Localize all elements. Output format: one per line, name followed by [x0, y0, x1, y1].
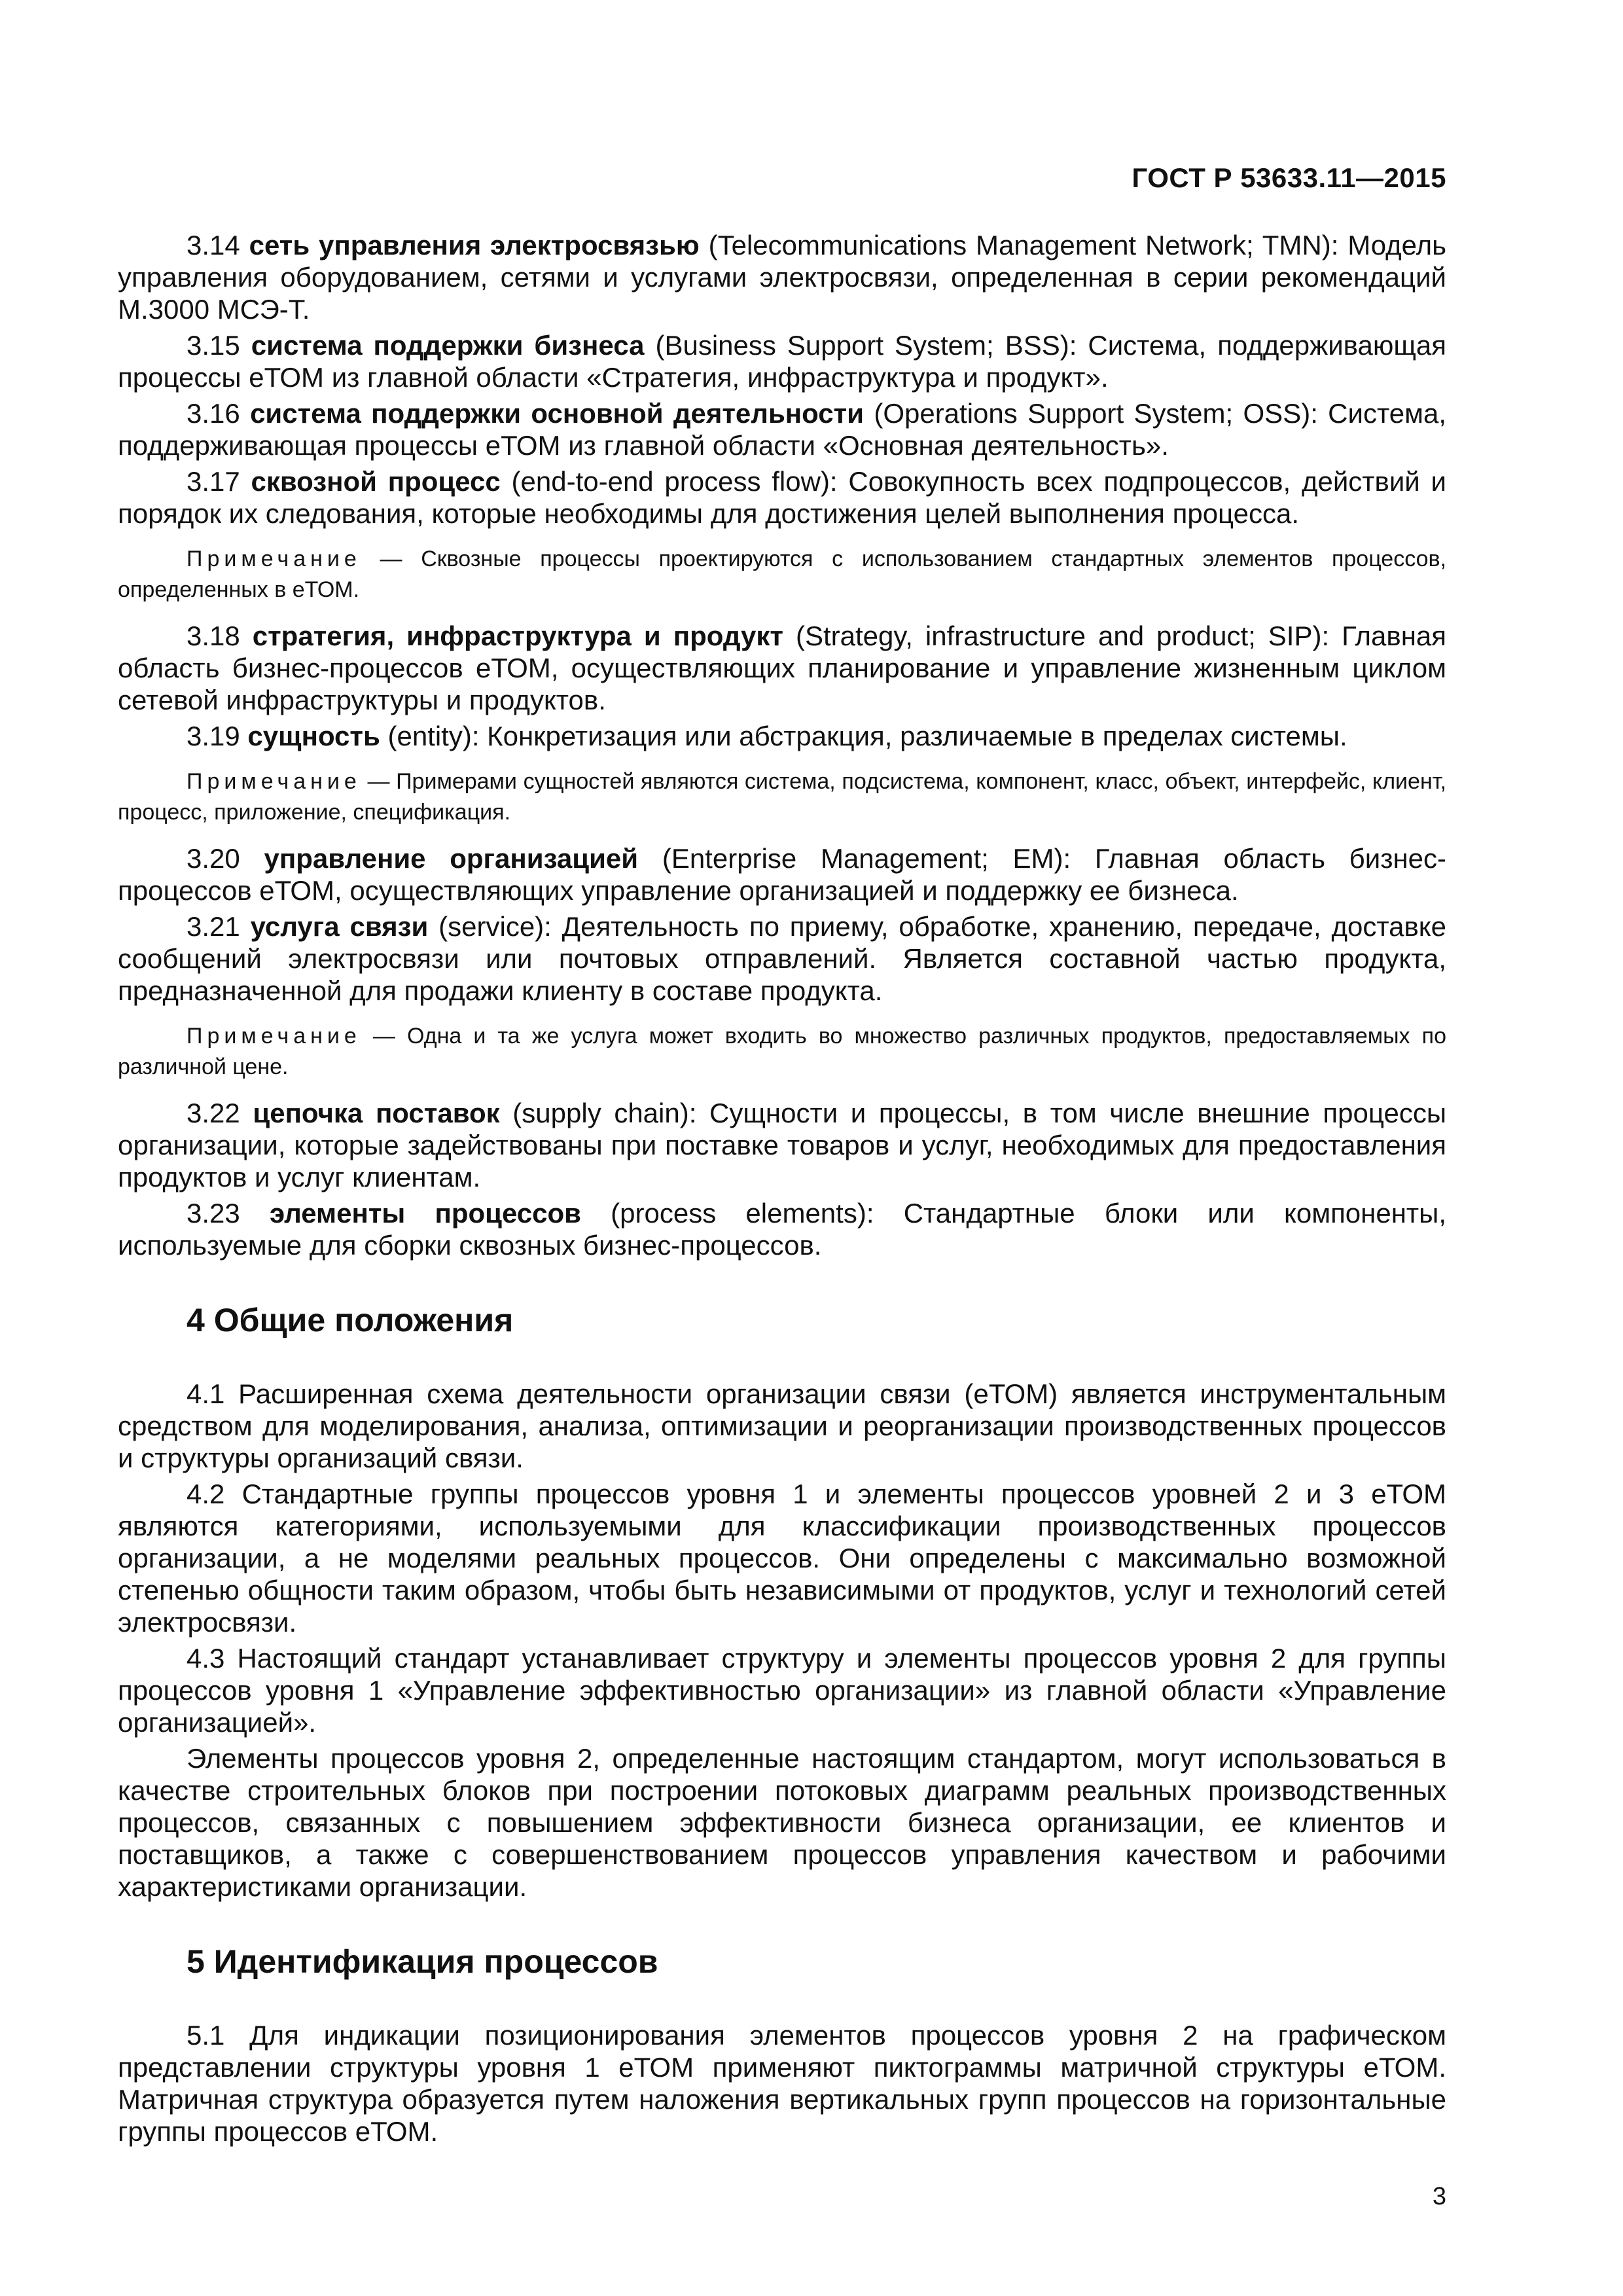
definition-3-23	[118, 1197, 1446, 1261]
note-label: Примечание	[187, 547, 361, 571]
definition-3-16	[118, 397, 1446, 461]
paragraph-4-3: 4.3 Настоящий стандарт устанавливает структуру и элементы процессов уровня 2 для группы процессов уровня 1 «Управление эффективностью организации» из главной области «Управление организацией».	[118, 1643, 1446, 1738]
definition-3-21	[118, 910, 1446, 1007]
entry-definition: (Business Support System; BSS): Система, поддерживающая процессы еТОМ из главной области «Стратегия, инфраструктура и продукт».	[118, 330, 1447, 393]
entry-definition: (Enterprise Management; EM): Главная область бизнес-процессов еТОМ, осуществляющих управление организацией и поддержку ее бизнеса.	[118, 843, 1446, 906]
note-text: — Сквозные процессы проектируются с использованием стандартных элементов процессов, определенных в еТОМ.	[118, 547, 1446, 602]
definition-3-14	[118, 229, 1446, 325]
definition-3-15	[118, 329, 1446, 393]
note-3-17	[118, 544, 1446, 605]
note-label: Примечание	[187, 769, 361, 794]
entry-term: сеть управления электросвязью	[249, 230, 700, 260]
entry-term: услуга связи	[250, 911, 429, 942]
paragraph-5-1: 5.1 Для индикации позиционирования элементов процессов уровня 2 на графическом представлении структуры уровня 1 еТОМ применяют пиктограммы матричной структуры еТОМ. Матричная структура образуется путем наложения вертикальных групп процессов на горизонтальные группы процессов еТОМ.	[118, 2020, 1446, 2147]
note-label: Примечание	[187, 1024, 361, 1049]
entry-definition: (Strategy, infrastructure and product; SIP): Главная область бизнес-процессов еТОМ, осуществляющих планирование и управление жизненным циклом сетевой инфраструктуры и продуктов.	[118, 620, 1446, 715]
entry-term: сущность	[247, 721, 380, 751]
entry-number: 3.22	[187, 1098, 240, 1128]
note-text: — Примерами сущностей являются система, подсистема, компонент, класс, объект, интерфейс, клиент, процесс, приложение, спецификация.	[118, 769, 1446, 825]
document-body	[118, 229, 1446, 2151]
entry-number: 3.16	[187, 398, 240, 429]
definition-3-19	[118, 720, 1446, 752]
entry-number: 3.20	[187, 843, 240, 874]
entry-number: 3.18	[187, 620, 240, 651]
page-number: 3	[1432, 2183, 1446, 2210]
definition-3-18	[118, 620, 1446, 716]
entry-definition: (process elements): Стандартные блоки или компоненты, используемые для сборки сквозных бизнес-процессов.	[118, 1198, 1447, 1261]
entry-term: стратегия, инфраструктура и продукт	[252, 620, 783, 651]
entry-term: сквозной процесс	[251, 466, 501, 497]
entry-number: 3.15	[187, 330, 240, 361]
entry-number: 3.17	[187, 466, 240, 497]
entry-number: 3.19	[187, 721, 240, 751]
paragraph-4-1: 4.1 Расширенная схема деятельности организации связи (еТОМ) является инструментальным средством для моделирования, анализа, оптимизации и реорганизации производственных процессов и структуры организаций связи.	[118, 1378, 1446, 1473]
entry-definition: (entity): Конкретизация или абстракция, различаемые в пределах системы.	[387, 721, 1347, 751]
paragraph-4-2: 4.2 Стандартные группы процессов уровня 1 и элементы процессов уровней 2 и 3 еТОМ являются категориями, используемыми для классификации производственных процессов организации, а не моделями реальных процессов. Они определены с максимально возможной степенью общности таким образом, чтобы быть независимыми от продуктов, услуг и технологий сетей электросвязи.	[118, 1479, 1446, 1638]
section-5-heading: 5 Идентификация процессов	[187, 1943, 658, 1980]
entry-definition: (service): Деятельность по приему, обработке, хранению, передаче, доставке сообщений электросвязи или почтовых отправлений. Является составной частью продукта, предназначенной для продажи клиенту в составе продукта.	[118, 911, 1447, 1006]
note-3-21	[118, 1021, 1446, 1083]
entry-term: система поддержки основной деятельности	[250, 398, 864, 429]
document-header: ГОСТ Р 53633.11—2015	[1132, 162, 1446, 193]
entry-number: 3.23	[187, 1198, 240, 1229]
document-page	[118, 0, 1446, 2296]
note-text: — Одна и та же услуга может входить во множество различных продуктов, предоставляемых по различной цене.	[118, 1024, 1446, 1079]
paragraph-4-3-continued: Элементы процессов уровня 2, определенные настоящим стандартом, могут использоваться в качестве строительных блоков при построении потоковых диаграмм реальных производственных процессов, связанных с повышением эффективности бизнеса организации, ее клиентов и поставщиков, а также с совершенствованием процессов управления качеством и рабочими характеристиками организации.	[118, 1743, 1446, 1902]
entry-definition: (Operations Support System; OSS): Система, поддерживающая процессы еТОМ из главной области «Основная деятельность».	[118, 398, 1447, 461]
entry-term: управление организацией	[264, 843, 639, 874]
definition-3-20	[118, 842, 1446, 906]
entry-definition: (Telecommunications Management Network; TMN): Модель управления оборудованием, сетями и услугами электросвязи, определенная в серии рекомендаций М.3000 МСЭ-Т.	[118, 230, 1446, 325]
definition-3-17	[118, 465, 1446, 529]
entry-definition: (end-to-end process flow): Совокупность всех подпроцессов, действий и порядок их следования, которые необходимы для достижения целей выполнения процесса.	[118, 466, 1446, 529]
definition-3-22	[118, 1097, 1446, 1193]
entry-term: система поддержки бизнеса	[251, 330, 645, 361]
note-3-19	[118, 766, 1446, 828]
entry-number: 3.21	[187, 911, 240, 942]
entry-definition: (supply chain): Сущности и процессы, в том числе внешние процессы организации, которые задействованы при поставке товаров и услуг, необходимых для предоставления продуктов и услуг клиентам.	[118, 1098, 1447, 1193]
entry-number: 3.14	[187, 230, 240, 260]
entry-term: цепочка поставок	[253, 1098, 500, 1128]
entry-term: элементы процессов	[269, 1198, 581, 1229]
section-4-heading: 4 Общие положения	[187, 1302, 514, 1338]
